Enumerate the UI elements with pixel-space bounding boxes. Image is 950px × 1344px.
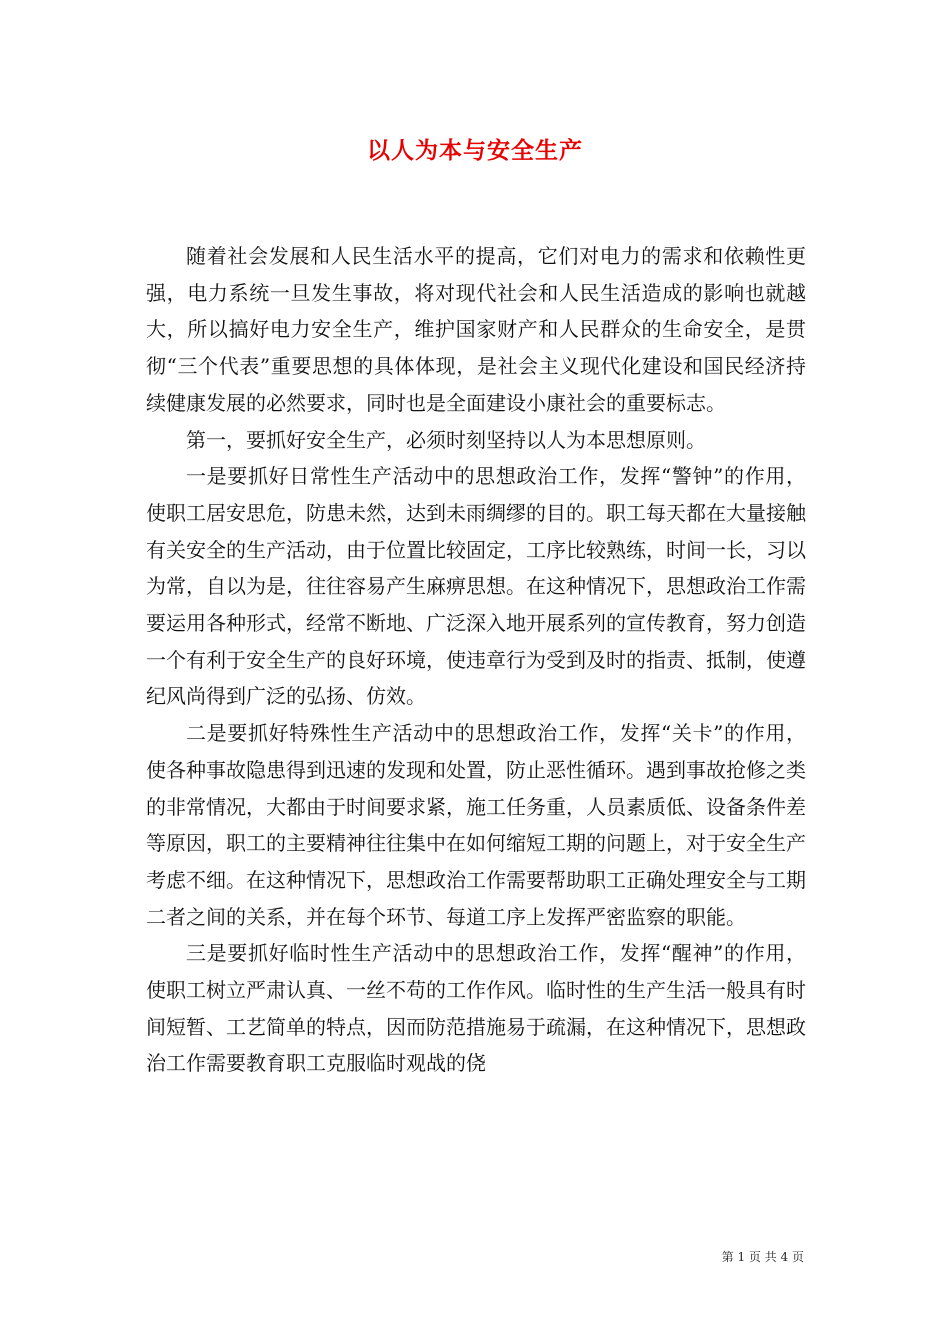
paragraph-temporary-work: 三是要抓好临时性生产活动中的思想政治工作，发挥“醒神”的作用，使职工树立严肃认真、一丝不苟的工作作风。临时性的生产生活一般具有时间短暂、工艺简单的特点，因而防范措施易于疏漏，在这种情况下，思想政治工作需要教育职工克服临时观战的侥 [146, 941, 806, 1076]
page-title: 以人为本与安全生产 [367, 137, 583, 164]
page-number: 第 1 页 共 4 页 [721, 1250, 804, 1264]
paragraph-first-point: 第一，要抓好安全生产，必须时刻坚持以人为本思想原则。 [186, 427, 706, 452]
document-body [146, 238, 806, 1082]
paragraph-special-work: 二是要抓好特殊性生产活动中的思想政治工作，发挥“关卡”的作用，使各种事故隐患得到迅速的发现和处置，防止恶性循环。遇到事故抢修之类的非常情况，大都由于时间要求紧，施工任务重，人员素质低、设备条件差等原因，职工的主要精神往往集中在如何缩短工期的问题上，对于安全生产考虑不细。在这种情况下，思想政治工作需要帮助职工正确处理安全与工期二者之间的关系，并在每个环节、每道工序上发挥严密监察的职能。 [146, 721, 806, 929]
paragraph-intro: 随着社会发展和人民生活水平的提高，它们对电力的需求和依赖性更强，电力系统一旦发生事故，将对现代社会和人民生活造成的影响也就越大，所以搞好电力安全生产，维护国家财产和人民群众的生命安全，是贯彻“三个代表”重要思想的具体体现，是社会主义现代化建设和国民经济持续健康发展的必然要求，同时也是全面建设小康社会的重要标志。 [146, 244, 806, 415]
paragraph-daily-work: 一是要抓好日常性生产活动中的思想政治工作，发挥“警钟”的作用，使职工居安思危，防患未然，达到未雨绸缪的目的。职工每天都在大量接触有关安全的生产活动，由于位置比较固定，工序比较熟练，时间一长，习以为常，自以为是，往往容易产生麻痹思想。在这种情况下，思想政治工作需要运用各种形式，经常不断地、广泛深入地开展系列的宣传教育，努力创造一个有利于安全生产的良好环境，使违章行为受到及时的指责、抵制，使遵纪风尚得到广泛的弘扬、仿效。 [146, 464, 806, 709]
